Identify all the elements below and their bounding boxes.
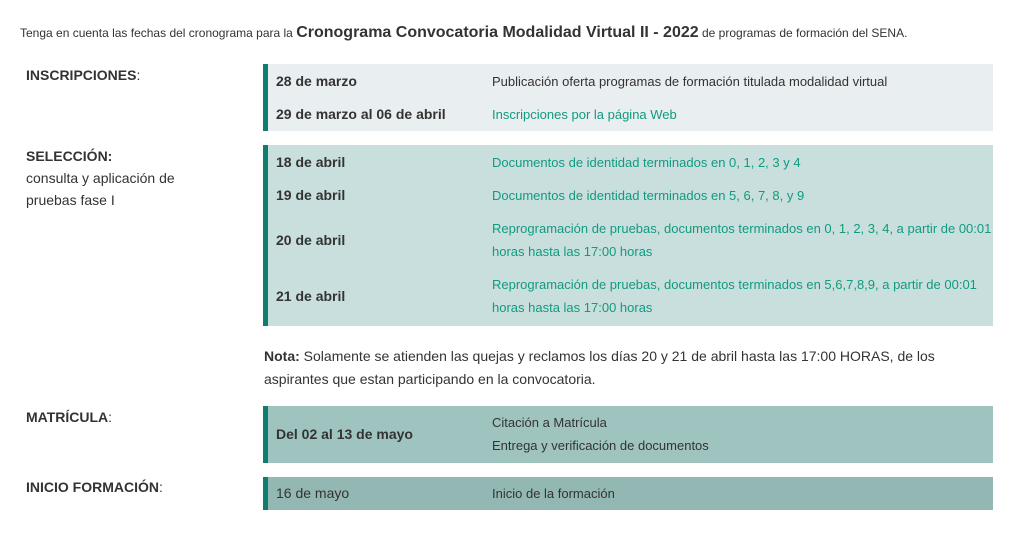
- row-date: 28 de marzo: [276, 73, 357, 89]
- note-text: [264, 345, 989, 391]
- row-description: Documentos de identidad terminados en 5, 6, 7, 8, y 9: [492, 187, 805, 203]
- intro-suffix: de programas de formación del SENA.: [698, 26, 908, 40]
- seleccion-subtitle-1: consulta y aplicación de: [26, 170, 175, 186]
- inscripciones-colon: :: [136, 67, 141, 83]
- seleccion-subtitle-2: pruebas fase I: [26, 192, 115, 208]
- matricula-block: [263, 406, 993, 463]
- row-description: [492, 411, 992, 457]
- row-date: 16 de mayo: [276, 485, 350, 501]
- note-body: Solamente se atienden las quejas y reclamos los días 20 y 21 de abril hasta las 17:00 HORAS, de los aspirantes que estan participando en la convocatoria.: [264, 348, 935, 387]
- row-description: Inicio de la formación: [492, 485, 615, 501]
- table-row: [268, 217, 993, 263]
- row-description: Reprogramación de pruebas, documentos terminados en 0, 1, 2, 3, 4, a partir de 00:01 horas hasta las 17:00 horas: [492, 221, 992, 259]
- inicio-colon: :: [159, 479, 163, 495]
- section-label-seleccion: [26, 145, 175, 211]
- row-date: 19 de abril: [276, 187, 346, 203]
- table-row: [268, 182, 993, 208]
- matricula-heading: MATRÍCULA: [26, 409, 109, 425]
- row-description: Publicación oferta programas de formación titulada modalidad virtual: [492, 73, 888, 89]
- seleccion-heading: SELECCIÓN:: [26, 148, 113, 164]
- table-row: [268, 273, 993, 319]
- schedule-title: Cronograma Convocatoria Modalidad Virtual II - 2022: [296, 24, 699, 41]
- table-row: [268, 149, 993, 175]
- table-row: [268, 68, 993, 94]
- note-label: Nota:: [264, 348, 300, 364]
- seleccion-block: [263, 145, 993, 326]
- row-date: 20 de abril: [276, 232, 346, 248]
- inicio-block: [263, 477, 993, 510]
- section-label-inicio: [26, 476, 163, 498]
- section-label-inscripciones: [26, 64, 140, 86]
- matricula-colon: :: [108, 409, 113, 425]
- row-date: 29 de marzo al 06 de abril: [276, 106, 446, 122]
- row-date: 21 de abril: [276, 288, 346, 304]
- inicio-heading: INICIO FORMACIÓN: [26, 479, 159, 495]
- intro-text: [20, 24, 907, 42]
- table-row: [268, 101, 993, 127]
- row-description: Reprogramación de pruebas, documentos terminados en 5,6,7,8,9, a partir de 00:01 horas hasta las 17:00 horas: [492, 277, 977, 315]
- row-date: 18 de abril: [276, 154, 346, 170]
- matricula-desc-2: Entrega y verificación de documentos: [492, 438, 709, 453]
- inscripciones-block: [263, 64, 993, 131]
- table-row: [268, 411, 993, 457]
- row-description: Documentos de identidad terminados en 0, 1, 2, 3 y 4: [492, 154, 801, 170]
- row-date: Del 02 al 13 de mayo: [276, 426, 413, 442]
- matricula-desc-1: Citación a Matrícula: [492, 415, 607, 430]
- inscripciones-heading: INSCRIPCIONES: [26, 67, 137, 83]
- table-row: [268, 480, 993, 506]
- row-description: Inscripciones por la página Web: [492, 106, 677, 122]
- section-label-matricula: [26, 406, 112, 428]
- intro-prefix: Tenga en cuenta las fechas del cronograma para la: [20, 26, 297, 40]
